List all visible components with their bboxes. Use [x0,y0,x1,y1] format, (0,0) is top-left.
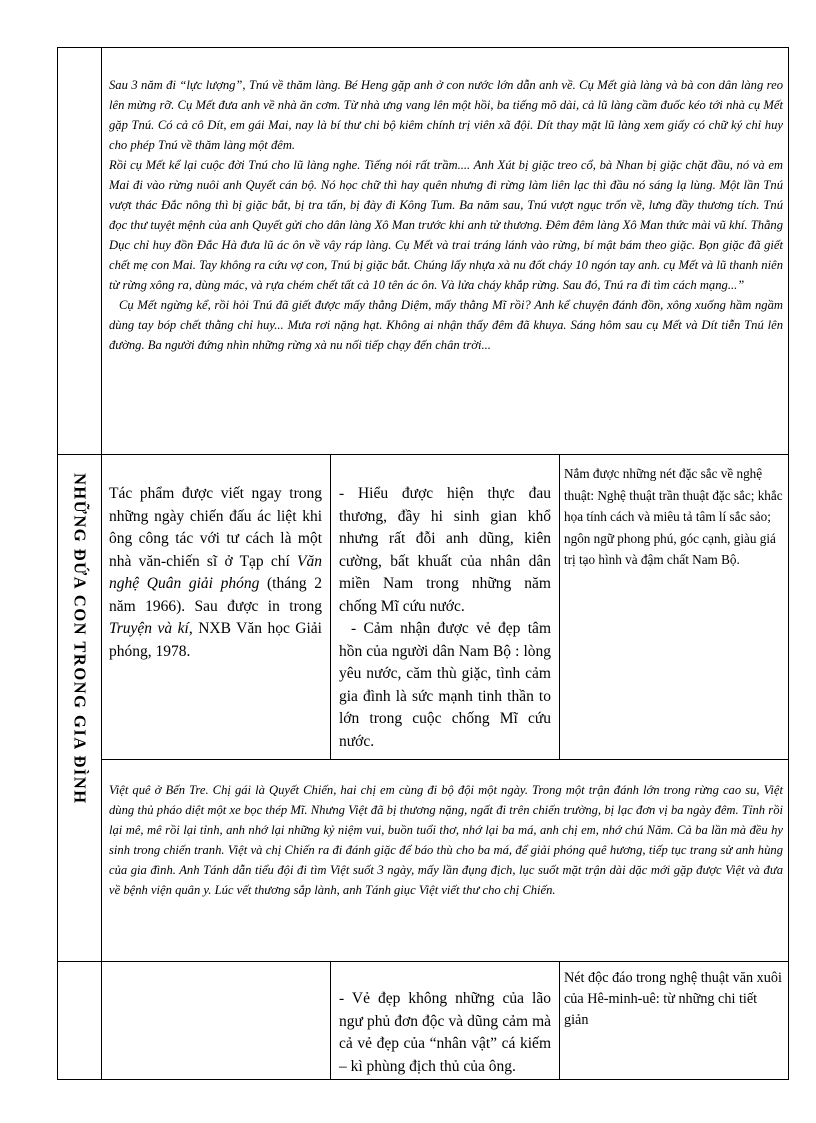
story1-summary-row [58,48,789,455]
book-title: Truyện và kí [109,620,189,637]
story2-context-part-a: Tác phẩm được viết ngay trong những ngày chiến đấu ác liệt khi ông công tác với tư cách là một nhà văn-chiến sĩ ở Tạp chí [109,485,322,570]
story3-side-cell [58,962,102,1080]
story2-context-part-b: (tháng 2 năm 1966). Sau được in trong [109,575,322,615]
story2-summary-row [58,760,789,962]
story2-summary-cell [102,760,789,962]
story3-row [58,962,789,1080]
story2-content-1: - Hiểu được hiện thực đau thương, đầy hi sinh gian khổ nhưng rất đỗi anh dũng, kiên cường, bất khuất của nhân dân miền Nam trong những năm chống Mĩ cứu nước. [339,485,551,615]
story2-art-cell [560,455,789,760]
story3-art: Nét độc đáo trong nghệ thuật văn xuôi của Hê-minh-uê: từ những chi tiết giản [564,970,782,1028]
story1-side-cell [58,48,102,455]
story2-content-cell [331,455,560,760]
magazine-title: Văn nghệ Quân giải phóng [109,552,322,592]
story1-summary-p2: Rồi cụ Mết kể lại cuộc đời Tnú cho lũ làng nghe. Tiếng nói rất trầm.... Anh Xút bị giặc treo cổ, bà Nhan bị giặc chặt đầu, nó và em Mai đi vào rừng nuôi anh Quyết cán bộ. Nó học chữ thì hay quên nhưng đi rừng làm liên lạc thì đầu nó sáng lạ lùng. Một lần Tnú vượt thác Đắc nông thì bị giặc bắt, bị tra tấn, bị đày đi Kông Tum. Ba năm sau, Tnú vượt ngục trốn về, lưng đầy thương tích. Tnú đọc thư tuyệt mệnh của anh Quyết gửi cho dân làng Xô Man trước khi anh tử thương. Đêm đêm làng Xô Man thức mài vũ khí. Thằng Dục chỉ huy đồn Đắc Hà đưa lũ ác ôn về vây ráp làng. Cụ Mết và trai tráng lánh vào rừng, bí mật bám theo giặc. Bọn giặc đã giết chết mẹ con Mai. Tay không ra cứu vợ con, Tnú bị giặc bắt. Chúng lấy nhựa xà nu đốt cháy 10 ngón tay anh. cụ Mết và lũ thanh niên từ rừng xông ra, dùng mác, và rựa chém chết tất cả 10 tên ác ôn. Và lửa cháy khắp rừng. Sau đó, Tnú ra đi tìm cách mạng...” [109,158,783,292]
story3-context-cell [102,962,331,1080]
story2-info-row [58,455,789,760]
story1-summary-cell [102,48,789,455]
story2-context-text [109,485,322,660]
lesson-table [57,47,789,1080]
story1-summary-p1: Sau 3 năm đi “lực lượng”, Tnú về thăm làng. Bé Heng gặp anh ở con nước lớn dẫn anh về. Cụ Mết già làng và bà con dân làng reo lên mừng rỡ. Cụ Mết đưa anh về nhà ăn cơm. Từ nhà ưng vang lên một hồi, ba tiếng mõ dài, cả lũ làng cầm đuốc kéo tới nhà cụ Mết gặp Tnú. Có cả cô Dít, em gái Mai, nay là bí thư chi bộ kiêm chính trị viên xã đội. Dít thay mặt lũ làng xem giấy có chữ ký chỉ huy cho phép Tnú về thăm làng một đêm. [109,78,783,152]
story3-art-cell [560,962,789,1080]
story2-art: Nắm được những nét đặc sắc về nghệ thuật: Nghệ thuật trần thuật đặc sắc; khắc họa tính cách và miêu tả tâm lí sắc sảo; ngôn ngữ phong phú, góc cạnh, giàu giá trị tạo hình và đậm chất Nam Bộ. [564,466,783,567]
story2-summary: Việt quê ở Bến Tre. Chị gái là Quyết Chiến, hai chị em cùng đi bộ đội một ngày. Trong một trận đánh lớn trong rừng cao su, Việt dùng thủ pháo diệt một xe bọc thép Mĩ. Nhưng Việt đã bị thương nặng, ngất đi trên chiến trường, bị lạc đơn vị ba ngày đêm. Tỉnh rồi lại mê, mê rồi lại tỉnh, anh nhớ lại những kỷ niệm vui, buồn tuổi thơ, nhớ lại ba má, anh chị em, nhớ chú Năm. Cả ba lần mà đều hy sinh trong chiến tranh. Việt và chị Chiến ra đi đánh giặc để báo thù cho ba má, để giải phóng quê hương, tiếp tục trang sử anh hùng của gia đình. Anh Tánh dẫn tiểu đội đi tìm Việt suốt 3 ngày, mấy lần đụng địch, lục suốt mặt trận dài dặc mới gặp được Việt và đưa về bệnh viện quân y. Lúc vết thương sắp lành, anh Tánh giục Việt viết thư cho chị Chiến. [109,783,783,897]
story3-content-cell [331,962,560,1080]
story2-title-cell [58,455,102,962]
story2-context-cell [102,455,331,760]
story3-content: - Vẻ đẹp không những của lão ngư phủ đơn độc và dũng cảm mà cả vẻ đẹp của “nhân vật” cá kiếm – kì phùng địch thủ của ông. [339,990,551,1075]
story2-content-2: - Cảm nhận được vẻ đẹp tâm hồn của người dân Nam Bộ : lòng yêu nước, căm thù giặc, tình cảm gia đình là sức mạnh tinh thần to lớn trong cuộc chống Mĩ cứu nước. [339,620,551,750]
story1-summary-p3: Cụ Mết ngừng kể, rồi hỏi Tnú đã giết được mấy thằng Diệm, mấy thằng Mĩ rồi? Anh kể chuyện đánh đồn, xông xuống hầm ngầm dùng tay bóp chết thằng chỉ huy... Mưa rơi nặng hạt. Không ai nhận thấy đêm đã khuya. Sáng hôm sau cụ Mết và Dít tiễn Tnú lên đường. Ba người đứng nhìn những rừng xà nu nối tiếp chạy đến chân trời... [109,298,783,352]
story2-title: NHỮNG ĐỨA CON TRONG GIA ĐÌNH [70,473,90,805]
story2-context-part-c: , NXB Văn học Giải phóng, 1978. [109,620,322,660]
